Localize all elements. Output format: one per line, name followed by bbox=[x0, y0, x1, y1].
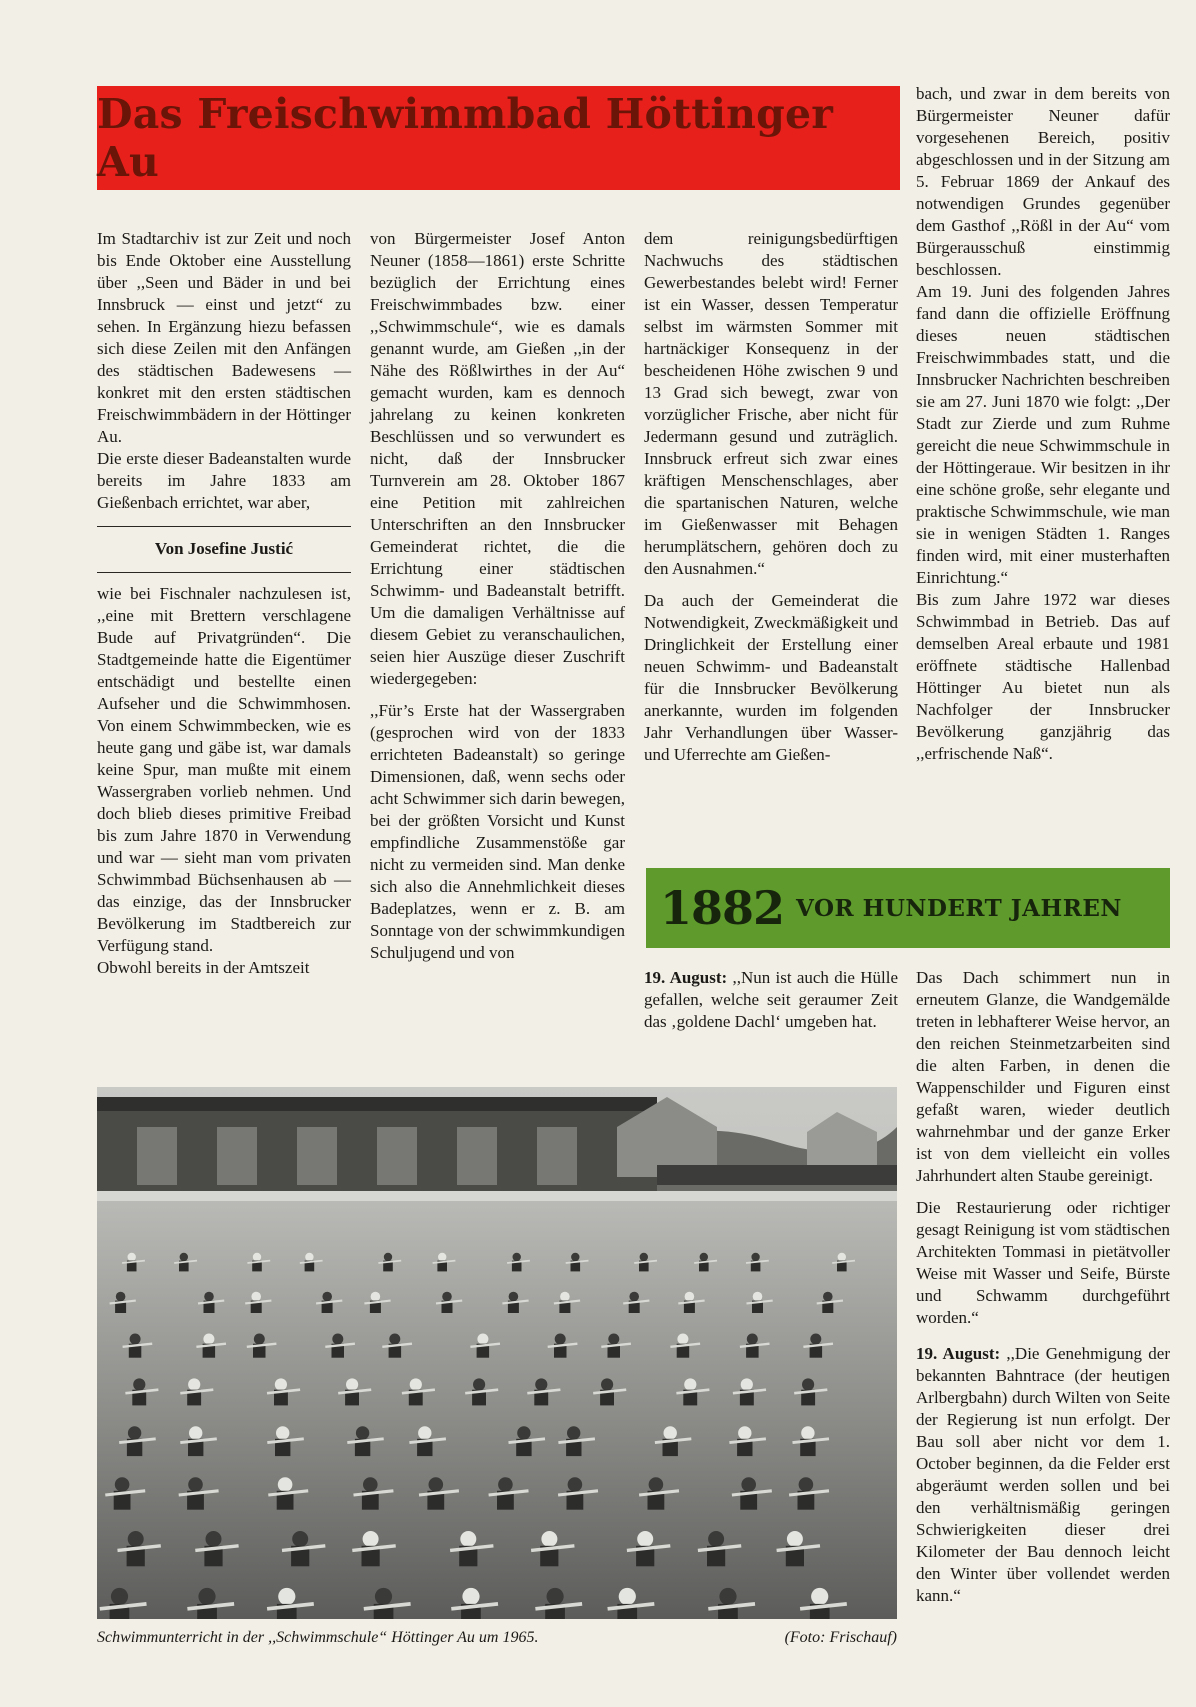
entry-text: ,,Die Genehmigung der bekannten Bahntrace (der heutigen Arlbergbahn) durch Wilten von Seite der Regierung ist nun erfolgt. Der Bau soll aber nicht vor dem 1. October beginnen, da die Felder erst abgeräumt werden sollen und bei den verhältnismäßig geringen Schwierigkeiten dieser drei Kilometer der Bau dennoch leicht den Winter über vollendet werden kann.“ bbox=[916, 1344, 1170, 1605]
bathhouse-roof bbox=[97, 1097, 657, 1111]
article-title-bar bbox=[97, 86, 900, 190]
article-column-1 bbox=[97, 228, 351, 979]
swimmer-head bbox=[410, 1378, 422, 1390]
fence bbox=[657, 1165, 897, 1185]
swimmer-head bbox=[203, 1334, 214, 1345]
swimmer-head bbox=[741, 1378, 753, 1390]
swimmer-head bbox=[254, 1334, 265, 1345]
swimmer-head bbox=[753, 1292, 763, 1302]
paragraph: bach, und zwar in dem bereits von Bürgermeister Neuner dafür vorgesehenen Bereich, positiv abgeschlossen und in der Sitzung am 5. Februar 1869 der Ankauf des notwendigen Grundes gegenüber dem Gasthof ,,Rößl in der Au“ vom Bürgerausschuß einstimmig beschlossen. bbox=[916, 84, 1170, 279]
swimmer-head bbox=[198, 1588, 215, 1605]
swimmer-head bbox=[180, 1253, 188, 1261]
swimmer-head bbox=[838, 1253, 846, 1261]
swimmer-head bbox=[275, 1378, 287, 1390]
paragraph: dem reinigungsbedürftigen Nachwuchs des städtischen Gewerbestandes belebt wird! Ferner ist ein Wasser, dessen Temperatur selbst im wärmsten Sommer mit hartnäckiger Konsequenz in der bescheidenen Höhe zwischen 9 und 13 Grad sich bewegt, zwar von vorzüglicher Frische, aber nicht für Jedermann gesund und zuträglich. Innsbruck erfreut sich zwar eines kräftigen Menschenschlages, aber die spartanischen Naturen, welche im Gießenwasser mit Behagen herumplätschern, gehören doch zu den Ausnahmen.“ bbox=[644, 229, 898, 578]
entry-text: ,,Nun ist auch die Hülle gefallen, welche seit geraumer Zeit das ‚goldene Dachl‘ umgeben hat. bbox=[644, 968, 898, 1031]
paragraph: wie bei Fischnaler nachzulesen ist, ,,eine mit Brettern verschlagene Bude auf Privatgründen“. Die Stadtgemeinde hatte die Eigentümer entschädigt und bestellte einen Aufseher und die Schwimmhosen. Von einem Schwimmbecken, wie es heute gang und gäbe ist, war damals keine Spur, man mußte mit einem Wassergraben vorlieb nehmen. Und doch blieb dieses primitive Freibad bis zum Jahre 1870 in Verwendung und war — sieht man vom privaten Schwimmbad Büchsenhausen ab — das einzige, das der Innsbrucker Bevölkerung im Stadtbereich zur Verfügung stand. bbox=[97, 584, 351, 955]
swimmer-head bbox=[802, 1378, 814, 1390]
swimmer-head bbox=[649, 1477, 664, 1492]
paragraph: Obwohl bereits in der Amtszeit bbox=[97, 958, 310, 977]
swimmer-head bbox=[363, 1477, 378, 1492]
swimmer-head bbox=[188, 1378, 200, 1390]
swimmer-head bbox=[292, 1531, 308, 1547]
swimmer-head bbox=[685, 1292, 695, 1302]
swimmer-head bbox=[787, 1531, 803, 1547]
swimmer-head bbox=[741, 1477, 756, 1492]
swimmer-head bbox=[375, 1588, 392, 1605]
swimmer-head bbox=[188, 1477, 203, 1492]
swimmer-head bbox=[305, 1253, 313, 1261]
swimmer-head bbox=[555, 1334, 566, 1345]
paragraph: Die erste dieser Badeanstalten wurde bereits im Jahre 1833 am Gießenbach errichtet, war aber, bbox=[97, 449, 351, 512]
swimmer-head bbox=[130, 1334, 141, 1345]
swimmer-head bbox=[111, 1588, 128, 1605]
byline-block bbox=[97, 526, 351, 573]
entry-date: 19. August: bbox=[644, 968, 728, 987]
swimmer-head bbox=[253, 1253, 261, 1261]
history-entry-2 bbox=[916, 1343, 1170, 1607]
author-byline: Von Josefine Justić bbox=[154, 539, 294, 558]
photo-caption-row bbox=[97, 1629, 897, 1647]
swimmer-head bbox=[608, 1334, 619, 1345]
article-column-2 bbox=[370, 228, 625, 964]
swimmer-head bbox=[700, 1253, 708, 1261]
history-heading: VOR HUNDERT JAHREN bbox=[796, 894, 1122, 922]
paragraph: Im Stadtarchiv ist zur Zeit und noch bis Ende Oktober eine Ausstellung über ,,Seen und Bäder in und bei Innsbruck — einst und jetzt“ zu sehen. In Ergänzung hiezu befassen sich diese Zeilen mit den Anfängen des städtischen Badewesens — konkret mit den ersten städtischen Freischwimmbädern in der Höttinger Au. bbox=[97, 229, 351, 446]
swimmer-head bbox=[128, 1426, 141, 1439]
swimmer-head bbox=[547, 1588, 564, 1605]
swimmer-head bbox=[751, 1253, 759, 1261]
swimmer-head bbox=[708, 1531, 724, 1547]
swimmer-head bbox=[738, 1426, 751, 1439]
swimmer-head bbox=[204, 1292, 214, 1302]
history-entry-1 bbox=[644, 967, 898, 1033]
article-column-3 bbox=[644, 228, 898, 766]
paragraph: ,,Für’s Erste hat der Wassergraben (gesprochen wird von der 1833 errichteten Badeanstalt) so geringe Dimensionen, daß, wenn sechs oder acht Schwimmer sich darin bewegen, bei der größten Vorsicht und Kunst empfindliche Zusammenstöße gar nicht zu vermeiden sind. Man denke sich also die Annehmlichkeit dieses Badeplatzes, wenn er z. B. am Sonntage von der schwimmkundigen Schuljugend und von bbox=[370, 701, 625, 962]
swimmer-head bbox=[535, 1378, 547, 1390]
swimmer-head bbox=[571, 1253, 579, 1261]
swimmer-head bbox=[567, 1426, 580, 1439]
history-heading-bar bbox=[646, 868, 1170, 948]
swimmer-head bbox=[640, 1253, 648, 1261]
swimmer-head bbox=[637, 1531, 653, 1547]
swimmer-head bbox=[128, 1253, 136, 1261]
swimmer-head bbox=[801, 1426, 814, 1439]
photo-credit: (Foto: Frischauf) bbox=[784, 1629, 897, 1646]
swimmer-head bbox=[629, 1292, 639, 1302]
paragraph: Am 19. Juni des folgenden Jahres fand dann die offizielle Eröffnung dieses neuen städtischen Freischwimmbades statt, und die Innsbrucker Nachrichten beschreiben sie am 27. Juni 1870 wie folgt: ,,Der Stadt zur Zierde und zum Ruhme gereicht die neue Schwimmschule in der Höttingeraue. Wir besitzen in ihr eine schöne große, sehr elegante und praktische Schwimmschule, wie man sie in wenigen Städten 1. Ranges finden wird, mit einer musterhaften Einrichtung.“ bbox=[916, 282, 1170, 587]
swimmer-head bbox=[278, 1477, 293, 1492]
history-column-1 bbox=[644, 967, 898, 1033]
photo-caption: Schwimmunterricht in der ,,Schwimmschule“ Höttinger Au um 1965. bbox=[97, 1629, 539, 1646]
swimmer-head bbox=[322, 1292, 332, 1302]
swimmer-head bbox=[462, 1588, 479, 1605]
swimmer-head bbox=[684, 1378, 696, 1390]
swimmer-head bbox=[747, 1334, 758, 1345]
paragraph: Da auch der Gemeinderat die Notwendigkeit, Zweckmäßigkeit und Dringlichkeit der Erstellung einer neuen Schwimm- und Badeanstalt für die Innsbrucker Bevölkerung anerkannte, wurden im folgenden Jahr Verhandlungen über Wasser- und Uferrechte am Gießen- bbox=[644, 591, 898, 764]
swimmer-head bbox=[517, 1426, 530, 1439]
swimmer-head bbox=[371, 1292, 381, 1302]
swimmer-head bbox=[719, 1588, 736, 1605]
entry-date: 19. August: bbox=[916, 1344, 1001, 1363]
swimmer-head bbox=[363, 1531, 379, 1547]
swimmer-head bbox=[356, 1426, 369, 1439]
swimmer-head bbox=[473, 1378, 485, 1390]
swimmer-head bbox=[619, 1588, 636, 1605]
article-title: Das Freischwimmbad Höttinger Au bbox=[97, 90, 834, 186]
paragraph: Die Restaurierung oder richtiger gesagt Reinigung ist vom städtischen Architekten Tommasi in pietätvoller Weise mit Wasser und Seife, Bürste und Schwamm durchgeführt worden.“ bbox=[916, 1198, 1170, 1327]
swimmer-head bbox=[128, 1531, 144, 1547]
swimmer-head bbox=[389, 1334, 400, 1345]
swimmer-head bbox=[384, 1253, 392, 1261]
swimmer-head bbox=[509, 1292, 519, 1302]
swimmer-head bbox=[811, 1588, 828, 1605]
swimmer-head bbox=[278, 1588, 295, 1605]
pool-edge bbox=[97, 1191, 897, 1201]
swimmer-head bbox=[498, 1477, 513, 1492]
swimmer-head bbox=[332, 1334, 343, 1345]
article-column-4 bbox=[916, 83, 1170, 765]
swimmer-head bbox=[438, 1253, 446, 1261]
swimmer-head bbox=[810, 1334, 821, 1345]
swimmer-head bbox=[251, 1292, 261, 1302]
swimmer-head bbox=[823, 1292, 833, 1302]
swimmer-head bbox=[568, 1477, 583, 1492]
swimmer-head bbox=[677, 1334, 688, 1345]
history-year: 1882 bbox=[660, 881, 785, 935]
swimmer-head bbox=[799, 1477, 814, 1492]
history-column-2 bbox=[916, 967, 1170, 1607]
swimming-lesson-photo bbox=[97, 1087, 897, 1619]
swimmer-head bbox=[115, 1477, 130, 1492]
swimmer-head bbox=[418, 1426, 431, 1439]
paragraph: Das Dach schimmert nun in erneutem Glanze, die Wandgemälde treten in lebhafterer Weise hervor, an den reichen Steinmetzarbeiten sind die alten Farben, in denen die Wappenschilder und Figuren einst gefaßt waren, wieder deutlich wahrnehmbar und der ganze Erker ist von dem vielleicht ein volles Jahrhundert alten Staube gereinigt. bbox=[916, 968, 1170, 1185]
swimmer-head bbox=[513, 1253, 521, 1261]
swimmer-head bbox=[189, 1426, 202, 1439]
swimmer-head bbox=[429, 1477, 444, 1492]
swimmer-head bbox=[477, 1334, 488, 1345]
paragraph: von Bürgermeister Josef Anton Neuner (1858—1861) erste Schritte bezüglich der Errichtung eines Freischwimmbades bzw. einer ,,Schwimmschule“, wie es damals genannt wurde, am Gießen ,,in der Nähe des Rößlwirthes in der Au“ gemacht wurden, kam es dennoch jahrelang zu keinen konkreten Beschlüssen und so verwundert es nicht, daß der Innsbrucker Turnverein am 28. Oktober 1867 eine Petition mit zahlreichen Unterschriften an den Innsbrucker Gemeinderat richtet, die die Errichtung einer städtischen Schwimm- und Badeanstalt betrifft. Um die damaligen Verhältnisse auf diesem Gebiet zu veranschaulichen, seien hier Auszüge dieser Zuschrift wiedergegeben: bbox=[370, 229, 625, 688]
swimmer-head bbox=[116, 1292, 126, 1302]
swimmer-head bbox=[346, 1378, 358, 1390]
swimmer-head bbox=[601, 1378, 613, 1390]
photo-illustration bbox=[97, 1087, 897, 1619]
swimmer-head bbox=[276, 1426, 289, 1439]
swimmer-head bbox=[560, 1292, 570, 1302]
divider bbox=[97, 572, 351, 573]
swimmer-head bbox=[664, 1426, 677, 1439]
paragraph: Bis zum Jahre 1972 war dieses Schwimmbad in Betrieb. Das auf demselben Areal erbaute und 1981 eröffnete städtische Hallenbad Höttinger Au bietet nun als Nachfolger der Innsbrucker Bevölkerung ganzjährig das ,,erfrischende Naß“. bbox=[916, 590, 1170, 763]
swimmer-head bbox=[442, 1292, 452, 1302]
swimmer-head bbox=[460, 1531, 476, 1547]
swimmer-head bbox=[133, 1378, 145, 1390]
swimmer-head bbox=[541, 1531, 557, 1547]
swimmer-head bbox=[206, 1531, 222, 1547]
